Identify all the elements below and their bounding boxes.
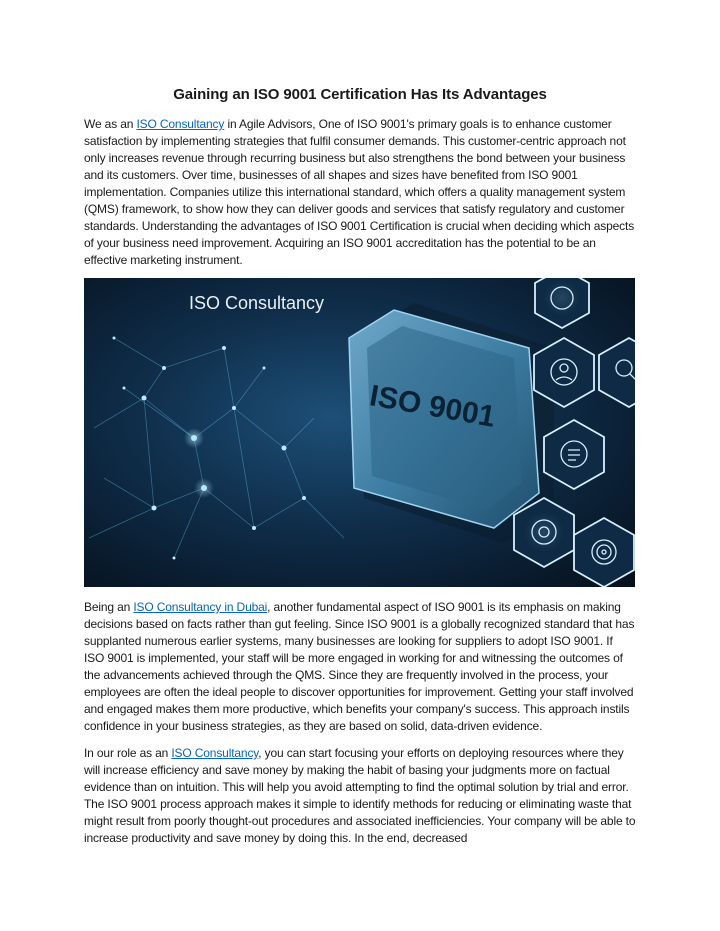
text: , another fundamental aspect of ISO 9001 is its emphasis on making decisions based on facts rather than gut feeling. Since ISO 9001 is a globally recognized standard that has supplanted numerous earlier systems, many businesses are looking for suppliers to adopt ISO 9001. If ISO 9001 is implemented, your staff will be more engaged in working for and witnessing the outcomes of the advancements achieved through the QMS. Since they are frequently involved in the process, your employees are often the ideal people to discover opportunities for improvement. Getting your staff involved and engaged makes them more productive, which benefits your company's success. This approach instils confidence in your business strategies, as they are based on solid, data-driven evidence. bbox=[84, 600, 635, 733]
text: Being an bbox=[84, 600, 134, 614]
iso-consultancy-link-2[interactable]: ISO Consultancy bbox=[171, 746, 259, 760]
badge-label: ISO 9001 bbox=[367, 379, 498, 434]
iso-consultancy-dubai-link[interactable]: ISO Consultancy in Dubai bbox=[133, 600, 268, 614]
paragraph-intro bbox=[84, 116, 636, 269]
text: We as an bbox=[84, 117, 137, 131]
iso-9001-hero-image bbox=[84, 278, 635, 587]
page-title: Gaining an ISO 9001 Certification Has Its Advantages bbox=[173, 86, 547, 103]
text: In our role as an bbox=[84, 746, 172, 760]
iso-consultancy-link[interactable]: ISO Consultancy bbox=[136, 117, 225, 131]
text: , you can start focusing your efforts on deploying resources where they will increase efficiency and save money by making the habit of basing your judgments more on factual evidence than on intuition. This will help you avoid attempting to find the optimal solution by trial and error. The ISO 9001 process approach makes it simple to identify methods for reducing or eliminating waste that might result from poorly thought-out procedures and associated inefficiencies. Your company will be able to increase productivity and save money by doing this. In the end, decreased bbox=[84, 746, 636, 845]
image-heading: ISO Consultancy bbox=[189, 293, 325, 313]
text: in Agile Advisors, One of ISO 9001's primary goals is to enhance customer satisfaction by implementing strategies that fulfil consumer demands. This customer-centric approach not only increases revenue through recurring business but also strengthens the bond between your business and its customers. Over time, businesses of all shapes and sizes have benefited from ISO 9001 implementation. Companies utilize this international standard, which offers a quality management system (QMS) framework, to show how they can deliver goods and services that satisfy regulatory and customer standards. Understanding the advantages of ISO 9001 Certification is crucial when deciding which aspects of your business need improvement. Acquiring an ISO 9001 accreditation has the potential to be an effective marketing instrument. bbox=[84, 117, 635, 267]
paragraph-role bbox=[84, 745, 636, 847]
paragraph-dubai bbox=[84, 599, 636, 735]
